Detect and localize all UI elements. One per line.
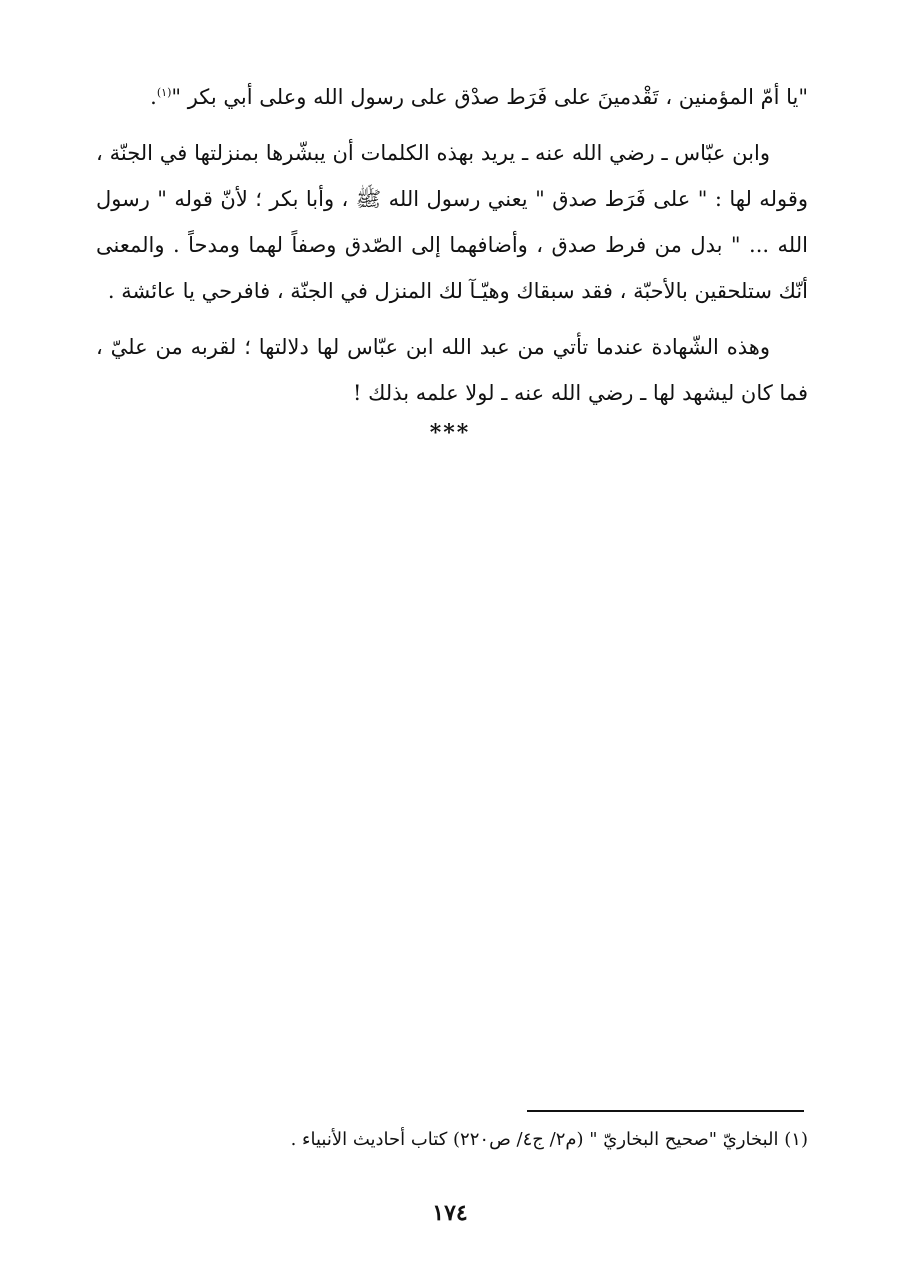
section-separator: ***	[429, 420, 471, 446]
main-text	[96, 70, 808, 416]
paragraph-quote-end: .	[150, 85, 157, 109]
paragraph-quote	[96, 70, 808, 120]
paragraph-testimony: وهذه الشّهادة عندما تأتي من عبد الله ابن عبّاس لها دلالتها ؛ لقربه من عليّ ، فما كان ليشهد لها ـ رضي الله عنه ـ لولا علمه بذلك !	[96, 335, 808, 405]
footnote: (١) البخاريّ "صحيح البخاريّ " (م٢/ ج٤/ ص٢٢٠) كتاب أحاديث الأنبياء .	[290, 1129, 808, 1150]
footnote-reference: (١)	[156, 86, 172, 99]
paragraph-explanation: وابن عبّاس ـ رضي الله عنه ـ يريد بهذه الكلمات أن يبشّرها بمنزلتها في الجنّة ، وقوله لها : " على فَرَط صدق " يعني رسول الله ﷺ ، وأبا بكر ؛ لأنّ قوله " رسول الله ... " بدل من فرط صدق ، وأضافهما إلى الصّدق وصفاً لهما ومدحاً . والمعنى أنّك ستلحقين بالأحبّة ، فقد سبقاك وهيّـآ لك المنزل في الجنّة ، فافرحي يا عائشة .	[96, 141, 808, 303]
paragraph-quote-text: "يا أمّ المؤمنين ، تَقْدمينَ على فَرَط صدْق على رسول الله وعلى أبي بكر "	[171, 85, 808, 109]
footnote-divider	[527, 1110, 804, 1112]
page-number: ١٧٤	[432, 1200, 468, 1226]
